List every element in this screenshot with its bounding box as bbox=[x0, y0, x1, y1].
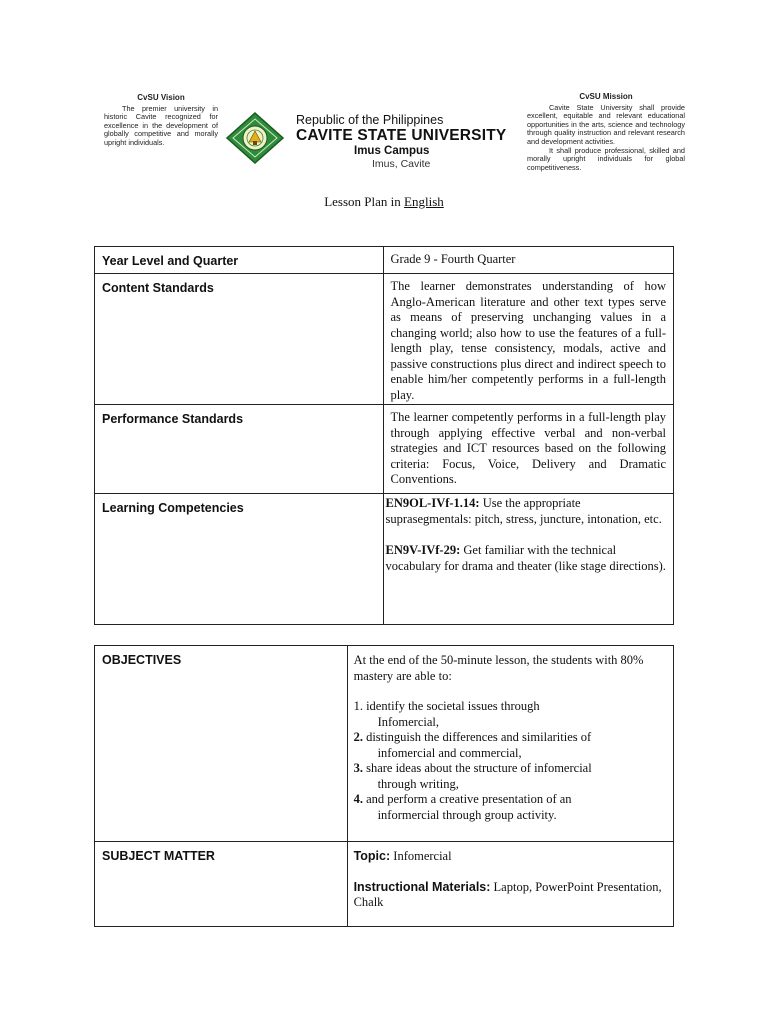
table-row bbox=[95, 247, 674, 274]
row-label: Performance Standards bbox=[95, 405, 384, 494]
competencies-cell bbox=[383, 494, 674, 625]
competency-item bbox=[386, 496, 670, 527]
objective-num: 3. bbox=[353, 761, 363, 775]
competency-text: Get familiar with the technical vocabulary for drama and theater (like stage directions). bbox=[385, 543, 666, 573]
objectives-cell bbox=[347, 646, 673, 842]
topic-line bbox=[354, 849, 667, 865]
title-prefix: Lesson Plan in bbox=[324, 194, 405, 209]
campus-name: Imus Campus bbox=[354, 145, 430, 157]
university-seal-icon bbox=[226, 112, 284, 164]
objective-text: and perform a creative presentation of an bbox=[362, 792, 572, 806]
materials-label: Instructional Materials: bbox=[353, 879, 491, 894]
competency-code: EN9OL-IVf-1.14: bbox=[385, 496, 480, 510]
objective-item bbox=[354, 730, 667, 746]
mission-text-2: It shall produce professional, skilled and morally upright individuals for global competitiveness. bbox=[527, 145, 685, 172]
page-title bbox=[0, 194, 768, 210]
row-value: The learner competently performs in a full-length play through applying effective verbal and non-verbal strategies and ICT resources based on the following criteria: Focus, Voice, Delivery and Dramatic Conventions. bbox=[383, 405, 674, 494]
objective-text: identify the societal issues through bbox=[362, 699, 540, 713]
cvsu-mission bbox=[527, 93, 685, 172]
objective-text: share ideas about the structure of infomercial bbox=[362, 761, 592, 775]
row-value: The learner demonstrates understanding of how Anglo-American literature and other text types serve as means of preserving unchanging values in a changing world; also how to use the features of a full-length play, tense consistency, modals, active and passive constructions plus direct and indirect speech to enable him/her competently performs in a full-length play. bbox=[383, 274, 674, 405]
objective-text: distinguish the differences and similarities of bbox=[362, 730, 592, 744]
table-row bbox=[95, 842, 674, 927]
vision-title: CvSU Vision bbox=[137, 93, 185, 102]
objective-item bbox=[354, 792, 667, 808]
objective-num: 4. bbox=[353, 792, 363, 806]
table-row bbox=[95, 405, 674, 494]
competency-code: EN9V-IVf-29: bbox=[385, 543, 461, 557]
objective-continuation: through writing, bbox=[377, 776, 459, 791]
row-value: Grade 9 - Fourth Quarter bbox=[383, 247, 674, 274]
objective-item bbox=[354, 761, 667, 777]
topic-value: Infomercial bbox=[390, 849, 452, 863]
objective-continuation: informercial through group activity. bbox=[377, 807, 557, 822]
competency-text: Use the appropriate suprasegmentals: pitch, stress, juncture, intonation, etc. bbox=[385, 496, 662, 526]
subject-matter-cell bbox=[347, 842, 673, 927]
table-row bbox=[95, 646, 674, 842]
lesson-standards-table bbox=[94, 246, 674, 625]
table-row bbox=[95, 494, 674, 625]
mission-text: Cavite State University shall provide excellent, equitable and relevant educational opportunities in the arts, science and technology through quality instruction and relevant research and development activities. bbox=[527, 102, 685, 146]
topic-label: Topic: bbox=[353, 849, 391, 863]
row-label: Content Standards bbox=[95, 274, 384, 405]
materials-line bbox=[354, 880, 667, 911]
republic-text: Republic of the Philippines bbox=[296, 113, 444, 127]
objective-num: 1. bbox=[353, 699, 363, 713]
cvsu-vision bbox=[104, 94, 218, 148]
objectives-label: OBJECTIVES bbox=[95, 646, 348, 842]
materials-value: Laptop, PowerPoint Presentation, Chalk bbox=[353, 879, 662, 909]
university-name: CAVITE STATE UNIVERSITY bbox=[296, 127, 507, 144]
mission-title: CvSU Mission bbox=[579, 92, 633, 101]
table-row bbox=[95, 274, 674, 405]
objective-item bbox=[354, 699, 667, 715]
objectives-table bbox=[94, 645, 674, 927]
campus-place: Imus, Cavite bbox=[372, 158, 431, 170]
objective-continuation: Infomercial, bbox=[377, 714, 440, 729]
objectives-intro: At the end of the 50-minute lesson, the students with 80% mastery are able to: bbox=[353, 653, 644, 683]
competency-item bbox=[386, 543, 670, 574]
row-label: Learning Competencies bbox=[95, 494, 384, 625]
subject-matter-label: SUBJECT MATTER bbox=[95, 842, 348, 927]
objective-continuation: infomercial and commercial, bbox=[377, 745, 522, 760]
title-subject: English bbox=[404, 194, 444, 209]
objective-num: 2. bbox=[353, 730, 363, 744]
vision-text: The premier university in historic Cavite recognized for excellence in the development of globally competitive and morally upright individuals. bbox=[104, 103, 218, 147]
university-heading bbox=[296, 113, 506, 170]
row-label: Year Level and Quarter bbox=[95, 247, 384, 274]
